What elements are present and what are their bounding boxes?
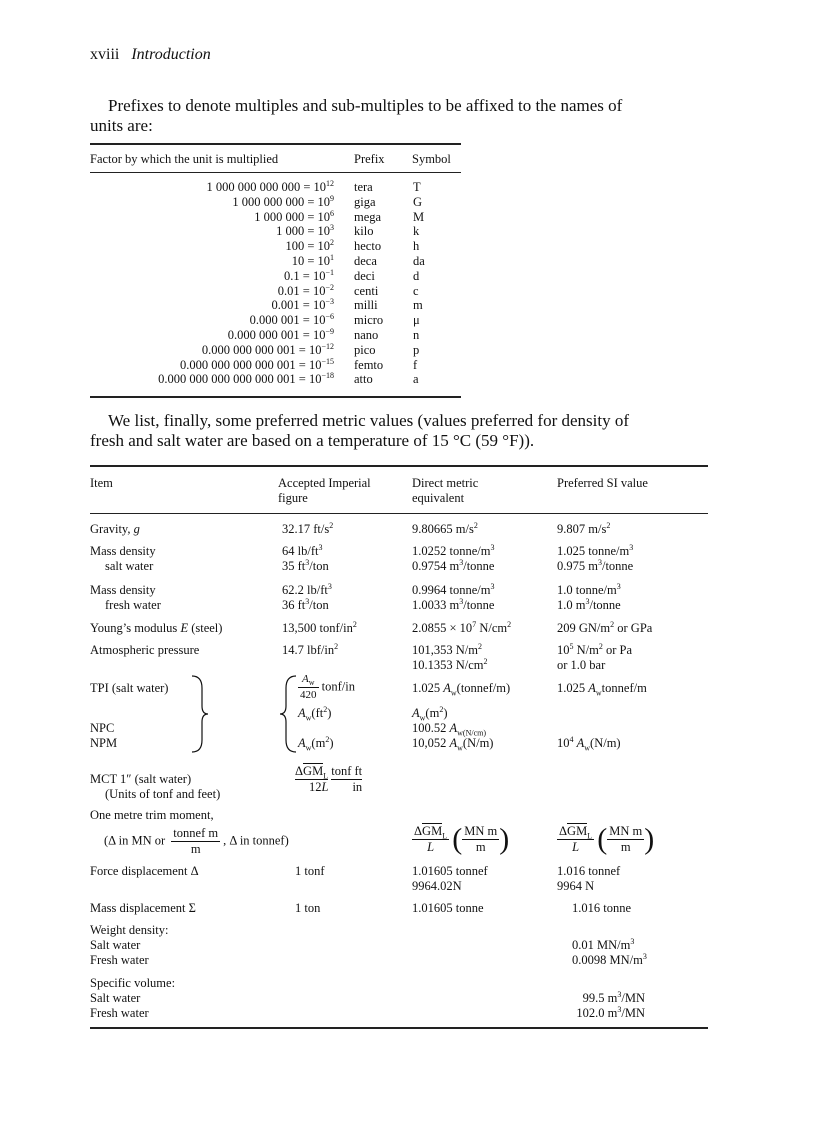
- prefix-factor-cell: $10 = 10^1$: [291, 252, 334, 268]
- running-header: [90, 46, 211, 64]
- row-mass-salt-metric: 1.0252 tonne/$m^3$ 0.9754 $m^3$/tonne: [412, 542, 495, 573]
- right-brace-icon: [190, 674, 210, 754]
- prefix-name-cell: milli: [354, 298, 378, 313]
- page-number: xviii: [90, 46, 120, 63]
- col-header-prefix: Prefix: [354, 152, 385, 166]
- prefix-name-cell: giga: [354, 194, 376, 209]
- prefix-factor-cell: $0.1 = 10^{-1}$: [284, 267, 334, 283]
- row-specvol-item: Specific volume: Salt water Fresh water: [90, 976, 176, 1020]
- row-youngs-si: 209 $GN/m^2$ or GPa: [557, 619, 653, 635]
- row-massdisp-item: Mass displacement Σ: [90, 901, 196, 915]
- row-massdisp-si: 1.016 tonne: [572, 901, 632, 915]
- prefix-factor-cell: 0.000 $001 = 10^{-6}$: [249, 312, 334, 328]
- table-rule: [90, 396, 461, 398]
- row-mass-fresh-imperial: 62.2 $lb/ft^3$ 36 $ft^3$/ton: [282, 581, 332, 612]
- prefix-factor-cell: 0.000 000 000 000 $001 = 10^{-15}$: [180, 356, 334, 372]
- prefix-symbol-cell: a: [413, 372, 419, 387]
- prefix-name-cell: centi: [354, 283, 379, 298]
- prefix-factor-cell: 0.000 000 $001 = 10^{-9}$: [227, 326, 334, 342]
- prefix-factor-cell: 1 000 000 000 $000 = 10^{12}$: [206, 178, 334, 194]
- col-header-item: Item: [90, 476, 113, 490]
- table-rule: [90, 513, 708, 514]
- prefix-name-cell: femto: [354, 357, 384, 372]
- col-header-si: Preferred SI value: [557, 476, 648, 490]
- row-mass-fresh-item: Mass density fresh water: [90, 583, 161, 612]
- row-trim-item2: (Δ in MN or $\frac{\text{tonnef m}}{m}$ , Δ in tonnef): [104, 826, 289, 856]
- row-massdisp-imperial: 1 ton: [295, 901, 321, 915]
- prefix-symbol-cell: h: [413, 239, 420, 254]
- row-weight-si: 0.01 $MN/m^3$ 0.0098 $MN/m^3$: [572, 936, 647, 967]
- row-massdisp-metric: 1.01605 tonne: [412, 901, 484, 915]
- row-trim-metric: $\frac{\Delta GM_L}{L}$ ( $\frac{\text{MN m}}{m}$ ): [414, 822, 510, 856]
- row-atm-si: $10^5$ $N/m^2$ or Pa or 1.0 bar: [557, 641, 633, 672]
- row-tpi-si: 1.025 $A_wtonnef/m$: [557, 681, 647, 698]
- row-npm-si: $10^4$ $A_w(N/m)$: [557, 734, 621, 753]
- col-header-metric: Direct metric equivalent: [412, 476, 479, 505]
- row-force-item: Force displacement Δ: [90, 864, 199, 878]
- row-weight-item: Weight density: Salt water Fresh water: [90, 923, 169, 967]
- prefix-factor-cell: 0.000 000 000 $001 = 10^{-12}$: [201, 341, 334, 357]
- row-tpi-item: TPI (salt water): [90, 681, 169, 695]
- prefix-factor-cell: 1 000 000 $000 = 10^9$: [232, 193, 334, 209]
- intro-paragraph: Prefixes to denote multiples and sub-multiples to be affixed to the names of units are:: [90, 96, 623, 135]
- table-rule: [90, 143, 461, 145]
- table-rule: [90, 465, 708, 467]
- prefix-symbol-cell: d: [413, 268, 420, 283]
- row-mass-fresh-metric: 0.9964 tonne/$m^3$ 1.0033 $m^3$/tonne: [412, 581, 495, 612]
- row-youngs-imperial: 13,500 tonf/$in^2$: [282, 619, 357, 635]
- row-tpi-imperial: $\frac{A_w}{420}$ tonf/in: [300, 673, 355, 701]
- row-mass-salt-item: Mass density salt water: [90, 544, 156, 573]
- section-title: Introduction: [131, 46, 211, 63]
- prefix-symbol-cell: μ: [413, 313, 420, 328]
- second-paragraph: We list, finally, some preferred metric values (values preferred for density of fresh and salt water are based on a temperature of 15 °C (59 °F)).: [90, 411, 630, 450]
- prefix-factor-cell: $0.001 = 10^{-3}$: [271, 297, 334, 313]
- row-npm-imperial: $A_w(m^2)$: [298, 734, 334, 753]
- prefix-symbol-cell: M: [413, 209, 425, 224]
- prefix-name-cell: nano: [354, 328, 379, 342]
- row-mass-salt-imperial: 64 $lb/ft^3$ 35 $ft^3$/ton: [282, 542, 329, 573]
- prefix-name-cell: deca: [354, 254, 377, 268]
- prefix-symbol-cell: k: [413, 224, 420, 239]
- row-mass-fresh-si: 1.0 tonne/$m^3$ 1.0 $m^3$/tonne: [557, 581, 621, 612]
- prefix-factor-cell: 1 000 $000 = 10^6$: [254, 208, 334, 224]
- prefix-name-cell: kilo: [354, 224, 374, 239]
- row-trim-item1: One metre trim moment,: [90, 808, 214, 822]
- row-atm-item: Atmospheric pressure: [90, 643, 200, 657]
- prefix-factor-cell: 1 $000 = 10^3$: [276, 223, 334, 239]
- prefix-name-cell: tera: [354, 180, 373, 194]
- row-trim-si: $\frac{\Delta GM_L}{L}$ ( $\frac{\text{MN m}}{m}$ ): [559, 822, 655, 856]
- row-gravity-imperial: 32.17 $ft/s^2$: [282, 520, 334, 536]
- prefix-name-cell: micro: [354, 313, 384, 328]
- prefix-symbol-cell: m: [413, 298, 423, 313]
- col-header-symbol: Symbol: [412, 152, 451, 166]
- prefix-name-cell: pico: [354, 342, 376, 357]
- row-force-imperial: 1 tonf: [295, 864, 325, 878]
- row-force-si: 1.016 tonnef 9964 N: [557, 864, 621, 893]
- prefix-name-cell: atto: [354, 372, 373, 387]
- prefix-symbol-cell: da: [413, 254, 425, 268]
- row-atm-imperial: 14.7 lbf/$in^2$: [282, 641, 339, 657]
- row-force-metric: 1.01605 tonnef 9964.02N: [412, 864, 488, 893]
- left-brace-icon: [278, 674, 298, 754]
- row-mct-imperial: $\Delta GM_L$ tonf ft 12L in: [295, 764, 363, 794]
- row-youngs-item: Young’s modulus E (steel): [90, 621, 223, 635]
- prefix-name-cell: mega: [354, 209, 382, 224]
- col-header-imperial: Accepted Imperial figure: [278, 476, 371, 505]
- row-npc-item: NPC NPM: [90, 721, 118, 750]
- prefix-symbol-cell: c: [413, 283, 419, 298]
- row-gravity-item: Gravity, g: [90, 522, 140, 536]
- row-npc-metric: $A_w(m^2)$ 100.52 $A_{w(N/cm)}$ 10,052 $A_w(N/m)$: [412, 704, 494, 753]
- row-atm-metric: 101,353 $N/m^2$ 10.1353 $N/cm^2$: [412, 641, 488, 672]
- row-gravity-si: 9.807 $m/s^2$: [557, 520, 611, 536]
- row-tpi-metric: 1.025 $A_w(tonnef/m)$: [412, 681, 511, 698]
- row-youngs-metric: $2.0855 \times 10^7$ $N/cm^2$: [412, 619, 512, 635]
- prefix-name-cell: deci: [354, 268, 375, 283]
- prefix-factor-cell: $100 = 10^2$: [285, 238, 334, 254]
- row-mass-salt-si: 1.025 tonne/$m^3$ 0.975 $m^3$/tonne: [557, 542, 634, 573]
- row-mct-item: MCT 1″ (salt water) (Units of tonf and feet): [90, 772, 221, 801]
- col-header-factor: Factor by which the unit is multiplied: [90, 152, 279, 166]
- table-rule: [90, 1027, 708, 1029]
- prefix-symbol-cell: n: [413, 328, 420, 342]
- prefix-symbol-cell: G: [413, 194, 423, 209]
- table-rule: [90, 172, 461, 173]
- prefix-symbol-cell: f: [413, 357, 418, 372]
- row-npc-imperial-a: $A_w(ft^2)$: [298, 704, 332, 723]
- row-gravity-metric: 9.80665 $m/s^2$: [412, 520, 478, 536]
- prefix-factor-cell: $0.01 = 10^{-2}$: [277, 282, 334, 298]
- prefix-symbol-cell: p: [413, 342, 420, 357]
- row-specvol-si: 99.5 $m^3/MN$ 102.0 $m^3/MN$: [576, 989, 645, 1020]
- prefix-name-cell: hecto: [354, 239, 382, 254]
- prefix-factor-cell: 0.000 000 000 000 000 $001 = 10^{-18}$: [158, 371, 334, 387]
- prefix-symbol-cell: T: [413, 180, 421, 194]
